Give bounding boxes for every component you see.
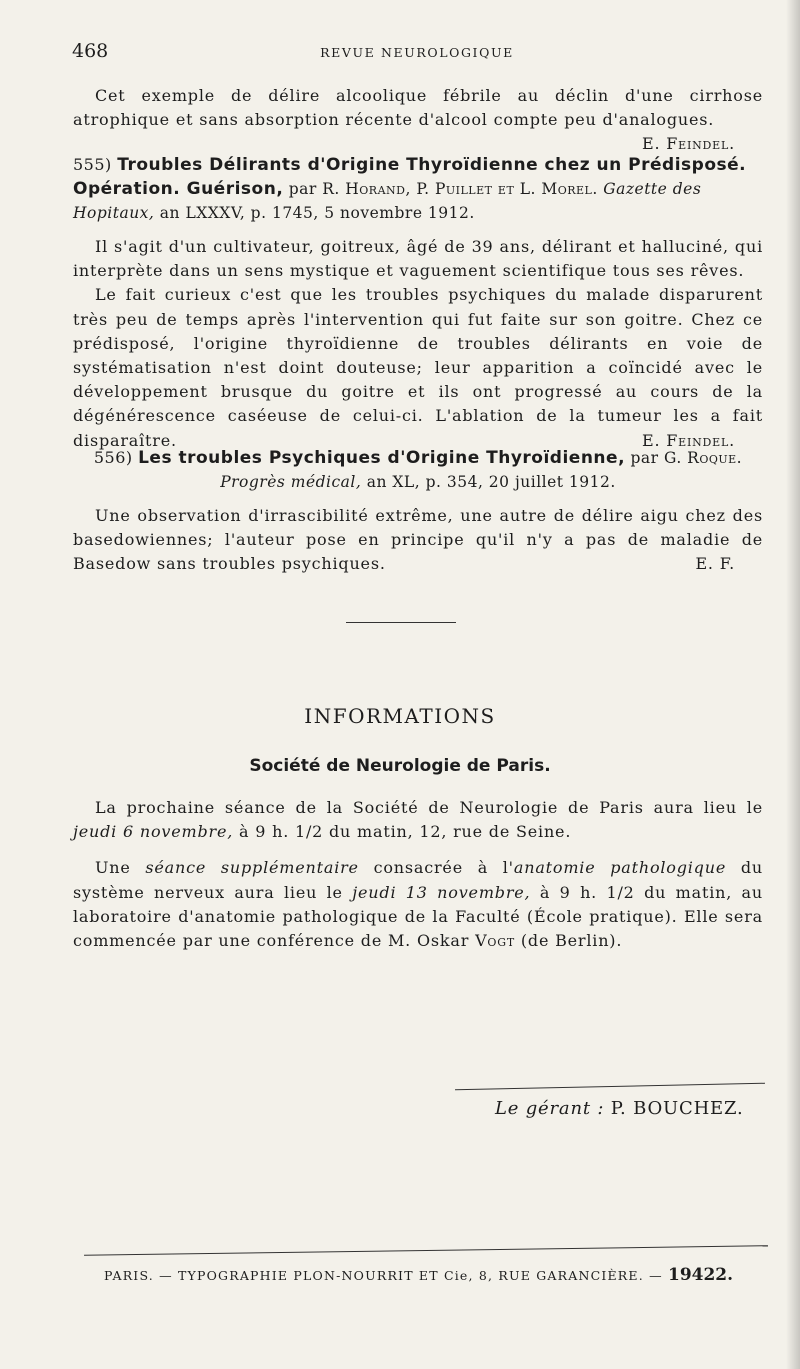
article-556-paragraph-text: Une observation d'irrascibilité extrême, une autre de délire aigu chez des basedowiennes; l'auteur pose en principe qu'il n'y a pas de maladie de Basedow sans troubles psychiques. xyxy=(73,506,763,574)
info-p2-anatomie: anatomie pathologique xyxy=(513,858,727,878)
article-556-signature: E. F. xyxy=(695,554,735,574)
article-555-paragraph-2 xyxy=(73,283,763,452)
page-header xyxy=(72,40,762,64)
gerant-name: P. BOUCHEZ. xyxy=(610,1098,744,1119)
article-555-number: 555) xyxy=(73,155,112,174)
page-edge-shadow xyxy=(786,0,800,1369)
article-555-paragraph-2-text: Le fait curieux c'est que les troubles psychiques du malade disparurent très peu de temps après l'intervention qui fut faite sur son goitre. Chez ce prédisposé, l'origine thyroïdienne de troubles délirants en voie de systématisation n'est doint douteuse; leur apparition a coïncidé avec le développement brusque du goitre et ils ont progressé au cours de la dégénérescence caséeuse de celui-ci. L'ablation de la tumeur les a fait disparaître. xyxy=(73,285,763,450)
article-556-ref: an XL, p. 354, 20 juillet 1912. xyxy=(366,473,616,491)
info-p2-date: jeudi 13 novembre, xyxy=(352,882,531,902)
info-p1-date: jeudi 6 novembre, xyxy=(73,822,234,842)
intro-block xyxy=(73,84,763,157)
informations-heading: INFORMATIONS xyxy=(304,704,496,728)
article-555-ref: an LXXXV, p. 1745, 5 novembre 1912. xyxy=(159,204,475,222)
informations-paragraph-2 xyxy=(73,856,763,953)
info-p2-text-c: du système nerveux aura lieu le xyxy=(73,858,763,902)
info-p2-name: Vogt xyxy=(475,931,515,951)
informations-block xyxy=(73,796,763,953)
info-p2-text-a: Une xyxy=(95,858,131,878)
intro-paragraph xyxy=(73,84,763,154)
article-556-by: par xyxy=(630,449,659,467)
gerant-label: Le gérant : xyxy=(495,1098,605,1119)
info-p2-seance: séance supplémentaire xyxy=(145,858,359,878)
printer-footer xyxy=(104,1265,733,1285)
signature-rule xyxy=(455,1083,765,1090)
article-555-citation xyxy=(73,153,763,225)
society-heading: Société de Neurologie de Paris. xyxy=(249,756,551,776)
informations-paragraph-1 xyxy=(73,796,763,844)
gerant-line xyxy=(495,1098,744,1119)
article-556 xyxy=(73,446,763,577)
article-556-number: 556) xyxy=(93,448,133,467)
info-p1-text-b: à 9 h. 1/2 du matin, 12, rue de Seine. xyxy=(239,822,572,842)
print-code: 19422. xyxy=(667,1265,734,1285)
intro-signature: E. Feindel. xyxy=(642,134,735,154)
info-p1-text-a: La prochaine séance de la Société de Neurologie de Paris aura lieu le xyxy=(95,798,763,817)
article-555-journal: Gazette des Hopitaux, xyxy=(73,180,702,222)
intro-text: Cet exemple de délire alcoolique fébrile au déclin d'une cirrhose atrophique et sans absorption récente d'alcool compte peu d'analogues. xyxy=(73,86,763,130)
article-555 xyxy=(73,153,763,453)
article-556-citation xyxy=(73,446,763,494)
article-555-paragraph-1: Il s'agit d'un cultivateur, goitreux, âgé de 39 ans, délirant et halluciné, qui interprète dans un sens mystique et vaguement scientifique tous ses rêves. xyxy=(73,237,763,281)
article-556-paragraph xyxy=(73,504,763,577)
article-556-journal: Progrès médical, xyxy=(220,473,362,491)
article-556-title: Les troubles Psychiques d'Origine Thyroïdienne, xyxy=(138,448,626,468)
section-divider xyxy=(346,622,456,623)
article-555-title: Troubles Délirants d'Origine Thyroïdienne chez un Prédisposé. Opération. Guérison, xyxy=(73,155,747,199)
footer-rule xyxy=(84,1245,768,1256)
info-p2-text-d: à 9 h. 1/2 du matin, au laboratoire d'anatomie pathologique de la Faculté (École pratique). Elle sera commencée par une conférence de M. Oskar xyxy=(73,882,763,951)
article-555-signature: E. Feindel. xyxy=(642,430,735,450)
article-556-author: G. Roque. xyxy=(663,449,743,467)
info-p2-text-e: (de Berlin). xyxy=(520,931,623,951)
running-title: REVUE NEUROLOGIQUE xyxy=(320,45,514,60)
printer-imprint: PARIS. — TYPOGRAPHIE PLON-NOURRIT ET Cie, 8, RUE GARANCIÈRE. — xyxy=(104,1268,663,1283)
article-555-by: par xyxy=(288,180,317,198)
article-555-authors: R. Horand, P. Puillet et L. Morel. xyxy=(322,180,598,198)
info-p2-text-b: consacrée à l' xyxy=(373,858,514,878)
page-number: 468 xyxy=(72,40,109,62)
